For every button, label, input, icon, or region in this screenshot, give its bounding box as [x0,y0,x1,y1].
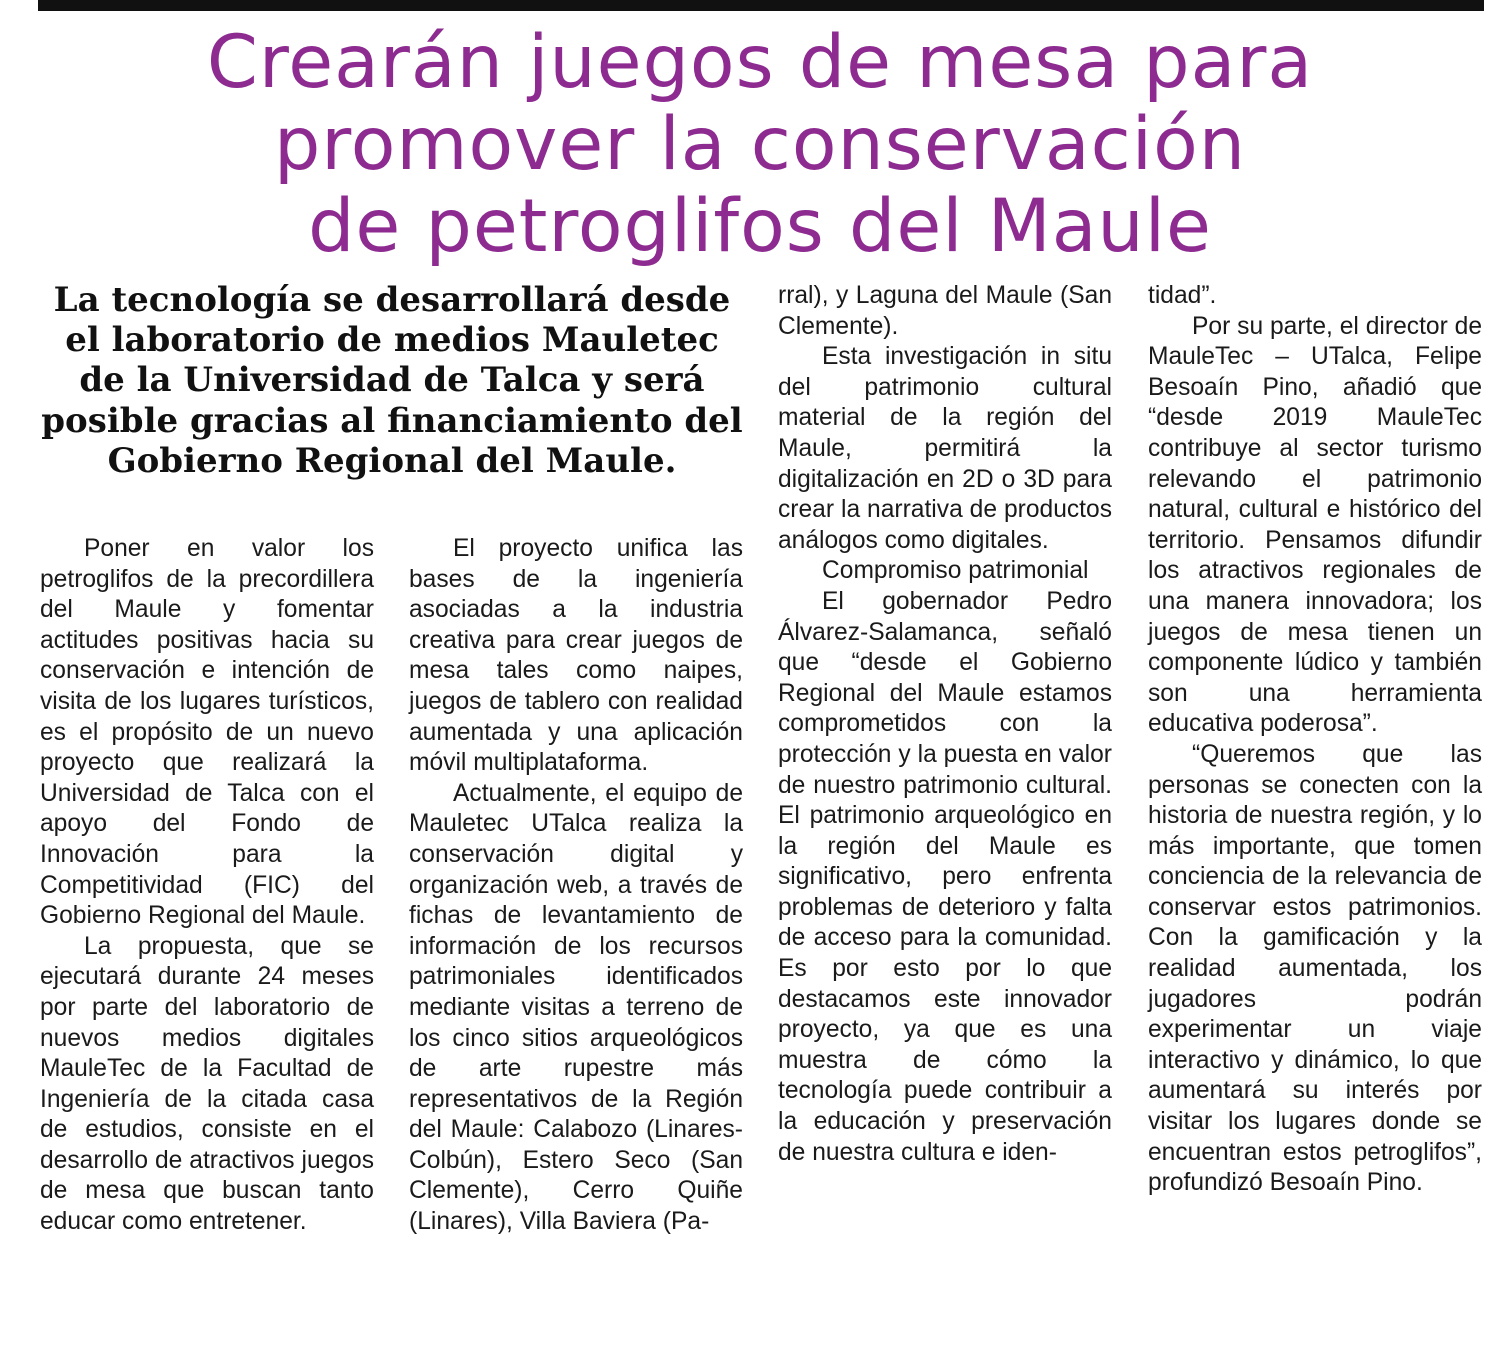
paragraph: Poner en valor los petroglifos de la precordillera del Maule y fomentar actitudes positivas hacia su conservación e intención de visita de los lugares turísticos, es el propósito de un nuevo proyecto que realizará la Universidad de Talca con el apoyo del Fondo de Innovación para la Competitividad (FIC) del Gobierno Regional del Maule. [40,535,374,930]
article-column-2 [409,534,743,1238]
paragraph-continued: tidad”. [1148,282,1217,309]
paragraph: “Queremos que las personas se conecten con la historia de nuestra región, y lo más importante, que tomen conciencia de la relevancia de conservar estos patrimonios. Con la gamificación y la realidad aumentada, los jugadores podrán experimentar un viaje interactivo y dinámico, lo que aumentará su interés por visitar los lugares donde se encuentran estos petroglifos”, profundizó Besoaín Pino. [1148,740,1482,1197]
article-column-4 [1148,281,1482,1199]
paragraph: El gobernador Pedro Álvarez-Salamanca, señaló que “desde el Gobierno Regional del Maule estamos comprometidos con la protección y la puesta en valor de nuestro patrimonio cultural. El patrimonio arqueológico en la región del Maule es significativo, pero enfrenta problemas de deterioro y falta de acceso para la comunidad. Es por esto por lo que destacamos este innovador proyecto, ya que es una muestra de cómo la tecnología puede contribuir a la educación y preservación de nuestra cultura e iden- [778,587,1112,1166]
paragraph: La propuesta, que se ejecutará durante 24 meses por parte del laboratorio de nuevos medios digitales MauleTec de la Facultad de Ingeniería de la citada casa de estudios, consiste en el desarrollo de atractivos juegos de mesa que buscan tanto educar como entretener. [40,932,374,1236]
headline-line: promover la conservación [273,102,1247,187]
top-rule [38,0,1484,11]
paragraph-continued: rral), y Laguna del Maule (San Clemente). [778,282,1112,340]
paragraph: Esta investigación in situ del patrimonio cultural material de la región del Maule, permitirá la digitalización en 2D o 3D para crear la narrativa de productos análogos como digitales. [778,343,1112,554]
headline [40,22,1480,268]
article-column-3 [778,281,1112,1168]
paragraph: El proyecto unifica las bases de la ingeniería asociadas a la industria creativa para crear juegos de mesa tales como naipes, juegos de tablero con realidad aumentada y una aplicación móvil multiplataforma. [409,535,743,777]
section-subheading: Compromiso patrimonial [822,557,1089,585]
paragraph: Actualmente, el equipo de Mauletec UTalca realiza la conservación digital y organización web, a través de fichas de levantamiento de información de los recursos patrimoniales identificados mediante visitas a terreno de los cinco sitios arqueológicos de arte rupestre más representativos de la Región del Maule: Calabozo (Linares-Colbún), Estero Seco (San Clemente), Cerro Quiñe (Linares), Villa Baviera (Pa- [409,779,743,1236]
article-column-1 [40,534,374,1238]
headline-line: de petroglifos del Maule [308,184,1212,269]
deck-subtitle: La tecnología se desarrollará desde el laboratorio de medios Mauletec de la Universidad de Talca y será posible gracias al financiamiento del Gobierno Regional del Maule. [41,280,743,481]
paragraph: Por su parte, el director de MauleTec – UTalca, Felipe Besoaín Pino, añadió que “desde 2019 MauleTec contribuye al sector turismo relevando el patrimonio natural, cultural e histórico del territorio. Pensamos difundir los atractivos regionales de una manera innovadora; los juegos de mesa tienen un componente lúdico y también son una herramienta educativa poderosa”. [1148,312,1482,738]
headline-line: Crearán juegos de mesa para [206,20,1314,105]
